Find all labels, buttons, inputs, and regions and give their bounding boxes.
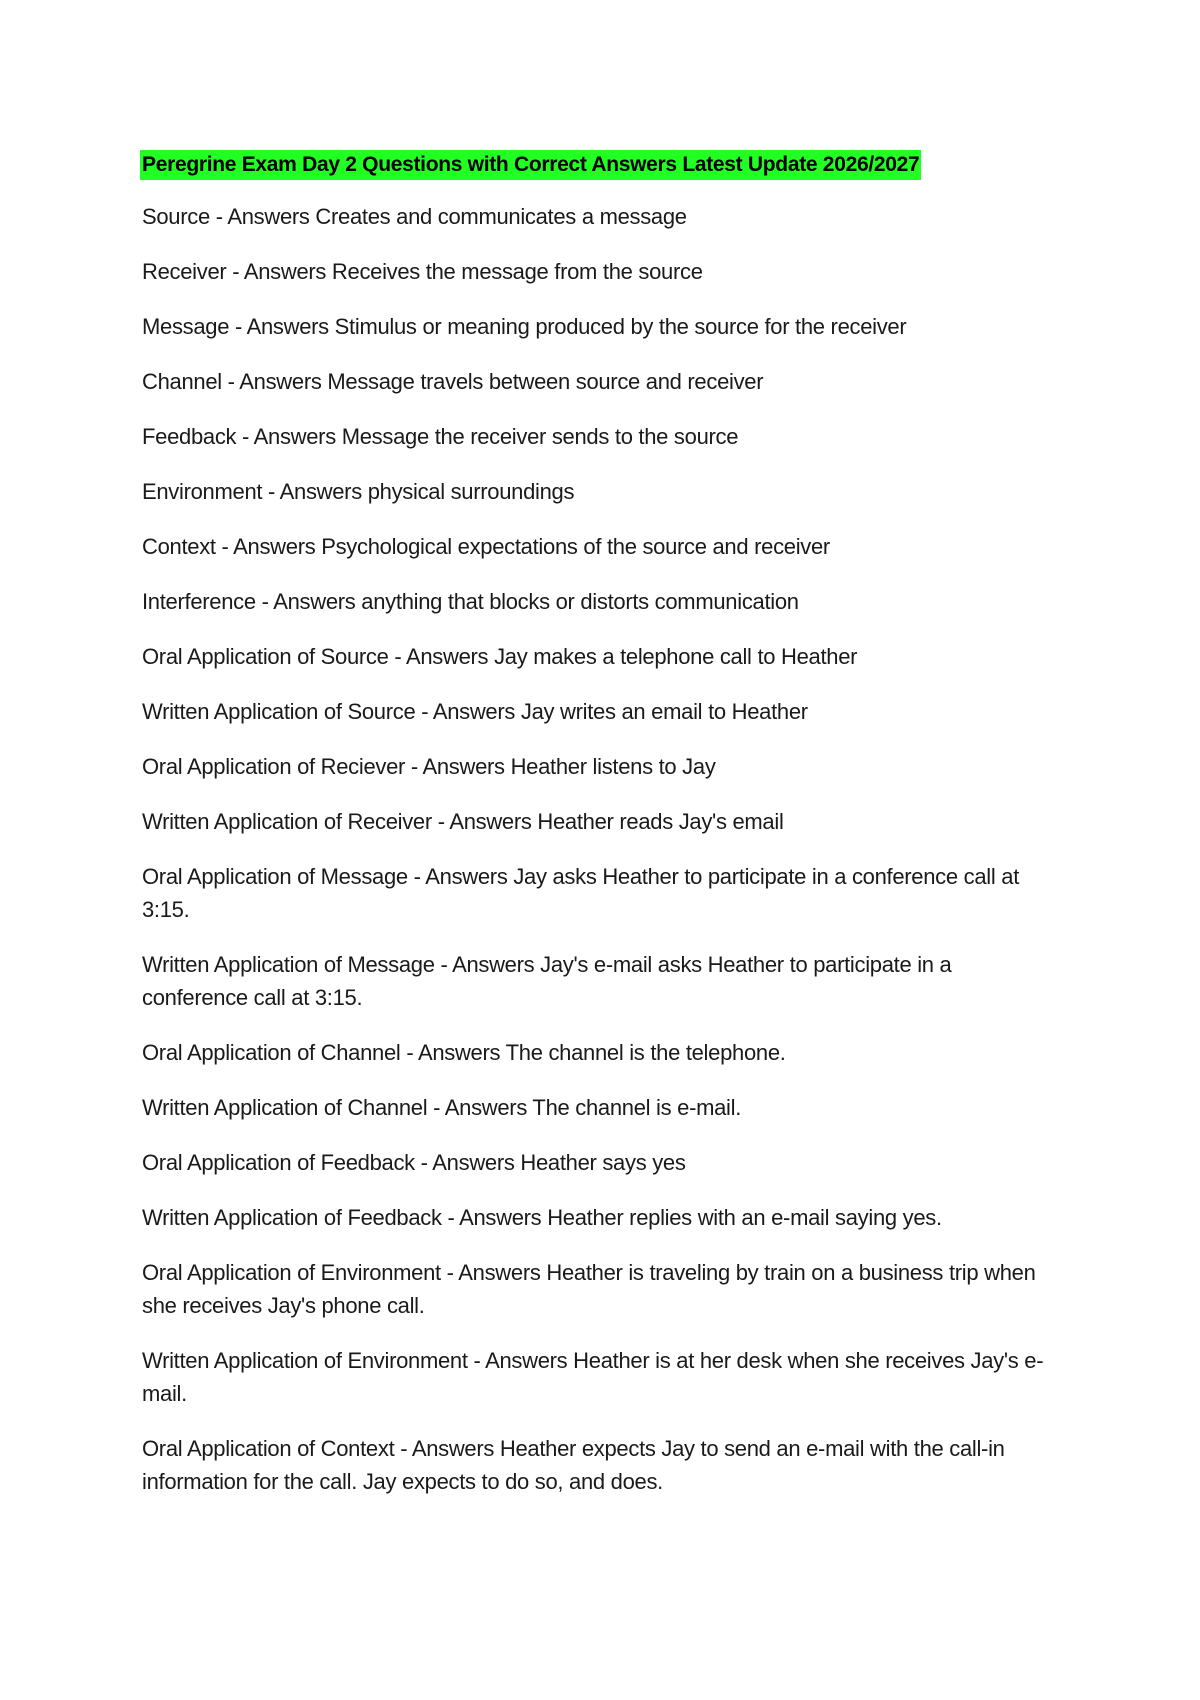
qa-entry: Oral Application of Environment - Answers Heather is traveling by train on a business trip when she receives Jay's phone call. [142, 1260, 1036, 1318]
qa-entry: Written Application of Receiver - Answers Heather reads Jay's email [142, 809, 784, 834]
qa-entry: Interference - Answers anything that blocks or distorts communication [142, 589, 799, 614]
qa-entry: Written Application of Feedback - Answers Heather replies with an e-mail saying yes. [142, 1205, 942, 1230]
qa-entry: Written Application of Source - Answers Jay writes an email to Heather [142, 699, 808, 724]
qa-entry: Oral Application of Feedback - Answers Heather says yes [142, 1150, 686, 1175]
qa-entry: Written Application of Channel - Answers The channel is e-mail. [142, 1095, 742, 1120]
qa-entry: Oral Application of Message - Answers Jay asks Heather to participate in a conference call at 3:15. [142, 864, 1020, 922]
qa-entry: Environment - Answers physical surroundings [142, 479, 575, 504]
document-page [142, 150, 1062, 1520]
qa-entry: Context - Answers Psychological expectations of the source and receiver [142, 534, 830, 559]
qa-entry: Receiver - Answers Receives the message from the source [142, 259, 703, 284]
qa-entry: Written Application of Message - Answers Jay's e-mail asks Heather to participate in a conference call at 3:15. [142, 952, 952, 1010]
qa-entry: Message - Answers Stimulus or meaning produced by the source for the receiver [142, 314, 907, 339]
qa-entry: Oral Application of Context - Answers Heather expects Jay to send an e-mail with the call-in information for the call. Jay expects to do so, and does. [142, 1436, 1005, 1494]
qa-entry: Feedback - Answers Message the receiver sends to the source [142, 424, 739, 449]
qa-entry: Oral Application of Source - Answers Jay makes a telephone call to Heather [142, 644, 858, 669]
qa-entry: Channel - Answers Message travels between source and receiver [142, 369, 764, 394]
qa-entry: Source - Answers Creates and communicates a message [142, 204, 687, 229]
document-title: Peregrine Exam Day 2 Questions with Correct Answers Latest Update 2026/2027 [140, 150, 921, 180]
qa-list [142, 200, 1062, 1498]
qa-entry: Oral Application of Channel - Answers The channel is the telephone. [142, 1040, 786, 1065]
qa-entry: Written Application of Environment - Answers Heather is at her desk when she receives Jay's e-mail. [142, 1348, 1044, 1406]
qa-entry: Oral Application of Reciever - Answers Heather listens to Jay [142, 754, 716, 779]
